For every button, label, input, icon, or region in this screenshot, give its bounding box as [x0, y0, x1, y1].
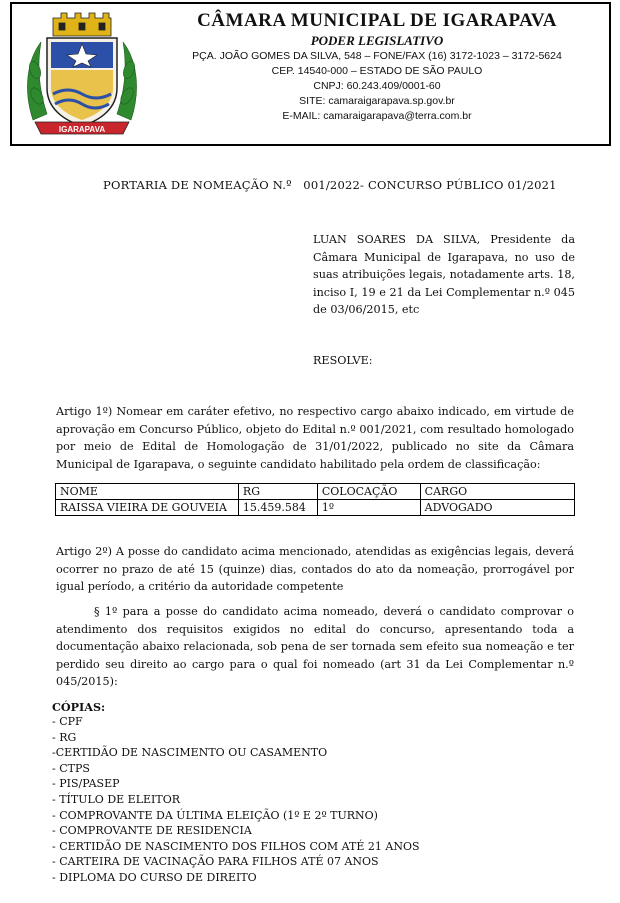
list-item: - RG: [52, 730, 77, 744]
list-item: - CARTEIRA DE VACINAÇÃO PARA FILHOS ATÉ 07 ANOS: [52, 855, 379, 869]
table-row: [56, 500, 575, 516]
list-item: - DIPLOMA DO CURSO DE DIREITO: [52, 870, 257, 884]
municipal-crest-logo: [23, 10, 141, 140]
table-cell-name: RAISSA VIEIRA DE GOUVEIA: [56, 500, 239, 516]
institution-cnpj: CNPJ: 60.243.409/0001-60: [313, 80, 441, 92]
copies-list: [52, 714, 420, 886]
copies-heading: CÓPIAS:: [52, 700, 106, 714]
list-item: - COMPROVANTE DE RESIDENCIA: [52, 824, 252, 838]
table-cell-placement: 1º: [317, 500, 420, 516]
letterhead: [10, 2, 611, 146]
crest-caption: IGARAPAVA: [58, 125, 106, 134]
institution-address: PÇA. JOÃO GOMES DA SILVA, 548 – FONE/FAX (16) 3172-1023 – 3172-5624: [192, 50, 562, 62]
preamble-paragraph: LUAN SOARES DA SILVA, Presidente da Câmara Municipal de Igarapava, no uso de suas atribuições legais, notadamente arts. 18, inciso I, 19 e 21 da Lei Complementar n.º 045 de 03/06/2015, etc: [313, 233, 575, 316]
list-item: - CPF: [52, 715, 83, 728]
table-header-cell: NOME: [56, 484, 239, 500]
list-item: -CERTIDÃO DE NASCIMENTO OU CASAMENTO: [52, 746, 328, 760]
table-header-cell: RG: [238, 484, 317, 500]
institution-name: CÂMARA MUNICIPAL DE IGARAPAVA: [197, 10, 557, 31]
institution-cep: CEP. 14540-000 – ESTADO DE SÃO PAULO: [271, 65, 483, 77]
list-item: - COMPROVANTE DA ÚLTIMA ELEIÇÃO (1º E 2º TURNO): [52, 808, 378, 822]
institution-subtitle: PODER LEGISLATIVO: [310, 33, 444, 48]
list-item: - PIS/PASEP: [52, 777, 120, 791]
table-header-row: [56, 484, 575, 500]
institution-email: E-MAIL: camaraigarapava@terra.com.br: [282, 110, 472, 122]
document-title: PORTARIA DE NOMEAÇÃO N.º 001/2022- CONCURSO PÚBLICO 01/2021: [103, 178, 557, 192]
institution-site: SITE: camaraigarapava.sp.gov.br: [299, 95, 455, 107]
article-2: Artigo 2º) A posse do candidato acima mencionado, atendidas as exigências legais, deverá ocorrer no prazo de até 15 (quinze) dias, contados do ato da nomeação, prorrogável por igual período, a critério da autoridade competente: [56, 545, 574, 593]
article-1: Artigo 1º) Nomear em caráter efetivo, no respectivo cargo abaixo indicado, em virtude de aprovação em Concurso Público, objeto do Edital n.º 001/2021, com resultado homologado por meio de Edital de Homologação de 31/01/2022, publicado no site da Câmara Municipal de Igarapava, o seguinte candidato habilitado pela ordem de classificação:: [56, 405, 574, 471]
list-item: - CERTIDÃO DE NASCIMENTO DOS FILHOS COM ATÉ 21 ANOS: [52, 839, 420, 853]
list-item: - CTPS: [52, 761, 90, 775]
table-cell-position: ADVOGADO: [420, 500, 574, 516]
paragraph-1: § 1º para a posse do candidato acima nomeado, deverá o candidato comprovar o atendimento dos requisitos exigidos no edital do concurso, apresentando toda a documentação abaixo relacionada, sob pena de ser tornada sem efeito sua nomeação e ter perdido seu direito ao cargo para o qual foi nomeado (art 31 da Lei Complementar n.º 045/2015):: [56, 605, 574, 688]
table-header-cell: COLOCAÇÃO: [317, 484, 420, 500]
list-item: - TÍTULO DE ELEITOR: [52, 792, 181, 806]
table-header-cell: CARGO: [420, 484, 574, 500]
appointee-table: [55, 483, 575, 516]
resolve-heading: RESOLVE:: [313, 354, 373, 367]
table-cell-rg: 15.459.584: [238, 500, 317, 516]
